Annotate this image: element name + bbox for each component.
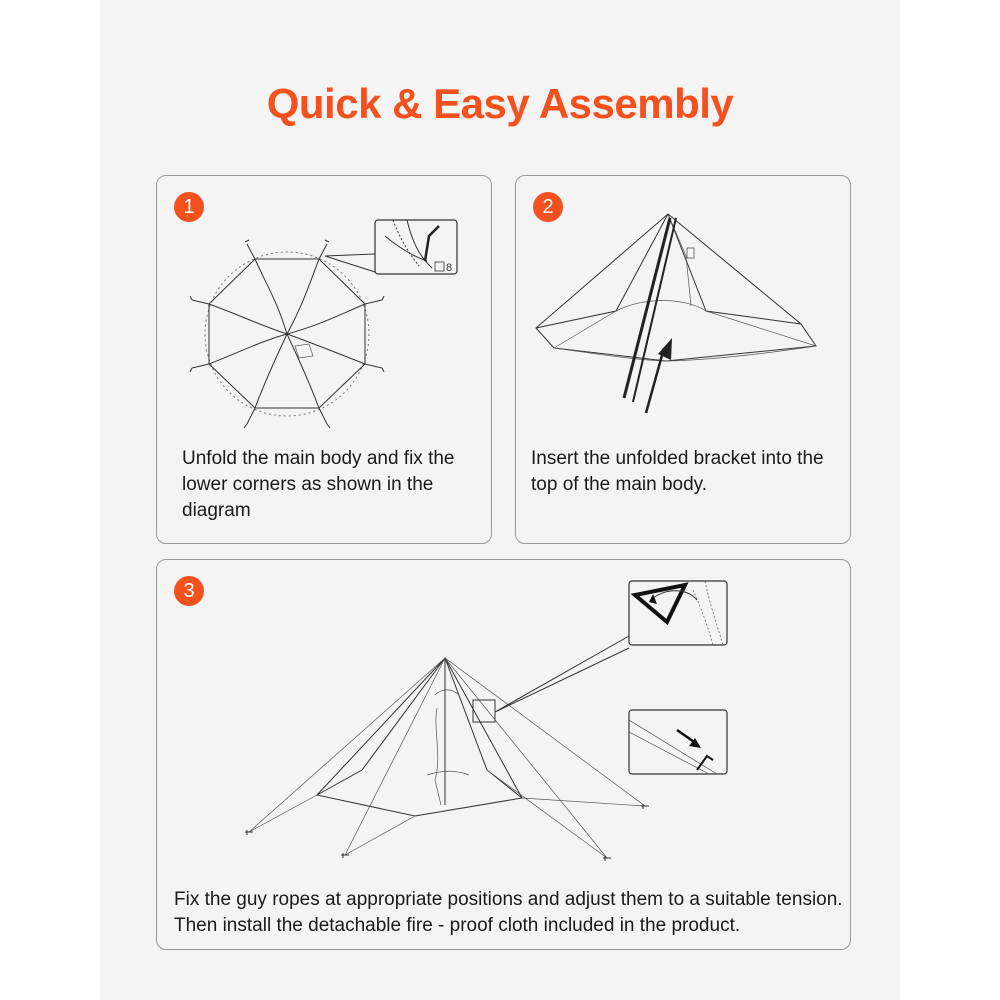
step-1-inset-label: 8: [446, 262, 453, 274]
step-3-illustration: [157, 560, 850, 880]
page-title: Quick & Easy Assembly: [266, 80, 734, 127]
step-2-card: [515, 175, 851, 544]
step-1-caption: Unfold the main body and fix the lower corners as shown in the diagram: [182, 448, 455, 521]
step-3-card: [156, 559, 851, 950]
step-2-caption: Insert the unfolded bracket into the top of the main body.: [531, 448, 824, 495]
step-3-badge: 3: [174, 576, 204, 606]
step-1-illustration: [157, 176, 491, 436]
step-2-badge: 2: [533, 192, 563, 222]
step-2-illustration: [516, 176, 850, 436]
step-1-card: [156, 175, 492, 544]
step-3-caption: Fix the guy ropes at appropriate positions and adjust them to a suitable tension. Then install the detachable fire - proof cloth included in the product.: [174, 889, 843, 936]
step-1-badge: 1: [174, 192, 204, 222]
assembly-panel: [100, 0, 900, 1000]
